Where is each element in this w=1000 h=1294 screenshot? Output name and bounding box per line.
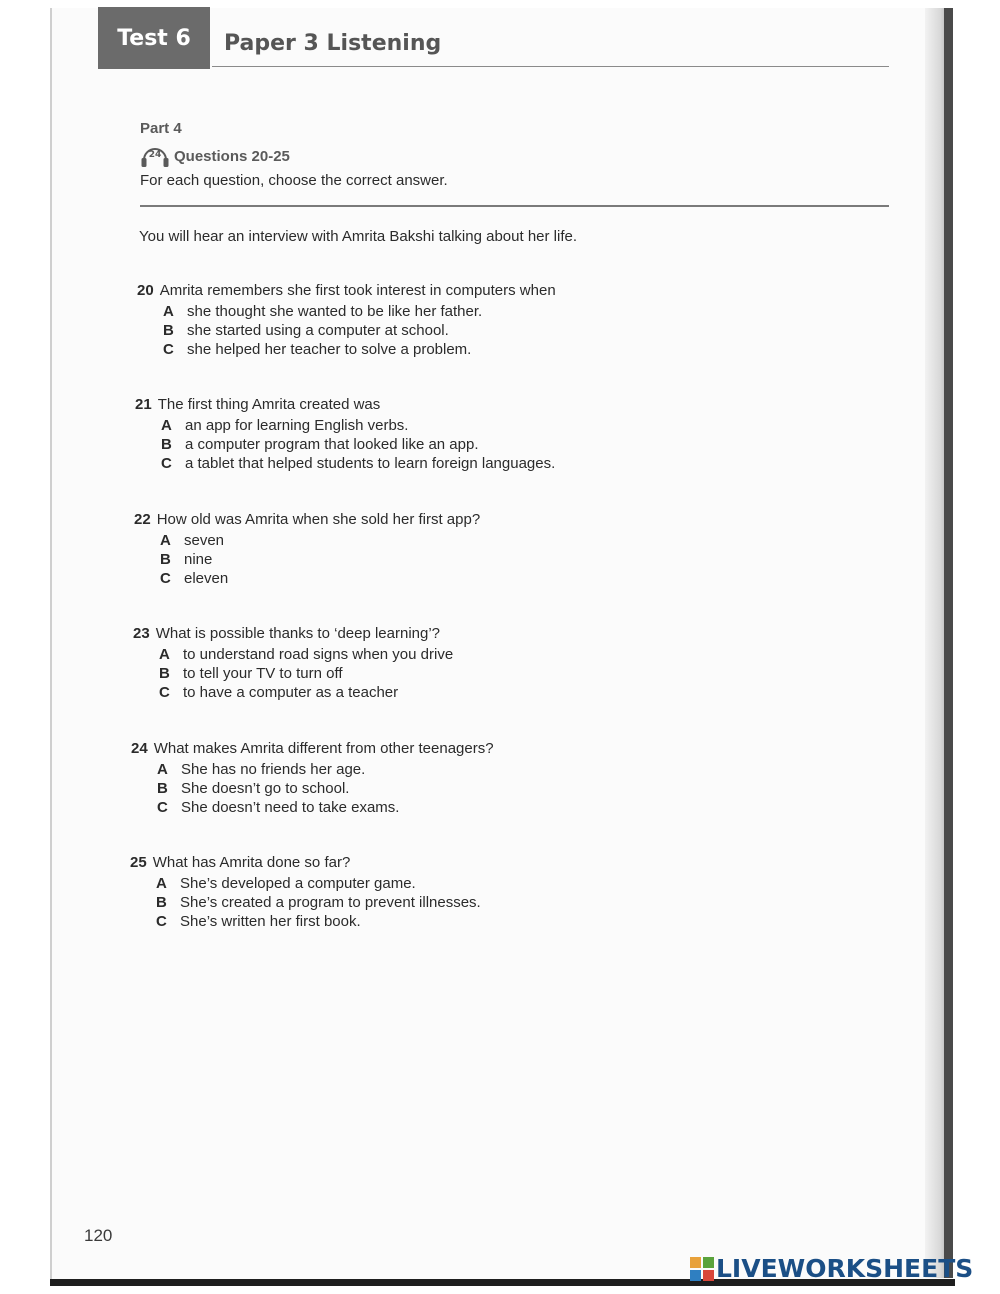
question-number: 21 <box>135 396 152 413</box>
option-b[interactable]: B nine <box>160 551 213 568</box>
watermark-text: LIVEWORKSHEETS <box>716 1254 974 1283</box>
question-text: What is possible thanks to ‘deep learning’? <box>155 625 441 642</box>
liveworksheets-watermark[interactable] <box>690 1254 973 1283</box>
option-c[interactable]: C She doesn’t need to take exams. <box>157 799 400 816</box>
question-text: What has Amrita done so far? <box>152 854 351 871</box>
option-a[interactable]: A She’s developed a computer game. <box>156 875 416 892</box>
option-a[interactable]: A to understand road signs when you drive <box>159 646 454 663</box>
question-number: 25 <box>130 854 147 871</box>
question-22 <box>134 511 480 589</box>
headphones-icon <box>140 143 170 169</box>
option-a[interactable]: A She has no friends her age. <box>157 761 366 778</box>
option-b[interactable]: B a computer program that looked like an app. <box>161 436 479 453</box>
question-text: How old was Amrita when she sold her first app? <box>156 511 481 528</box>
option-b[interactable]: B to tell your TV to turn off <box>159 665 343 682</box>
option-b[interactable]: B She doesn’t go to school. <box>157 780 350 797</box>
option-a[interactable]: A she thought she wanted to be like her father. <box>163 303 483 320</box>
part-label: Part 4 <box>140 120 182 137</box>
question-number: 23 <box>133 625 150 642</box>
question-number: 20 <box>137 282 154 299</box>
question-25 <box>130 854 481 932</box>
question-23 <box>133 625 453 703</box>
question-21 <box>135 396 555 474</box>
question-text: What makes Amrita different from other teenagers? <box>153 740 494 757</box>
intro-text: You will hear an interview with Amrita Bakshi talking about her life. <box>139 228 578 245</box>
question-number: 22 <box>134 511 151 528</box>
questions-range: Questions 20-25 <box>174 147 290 165</box>
question-20 <box>137 282 556 360</box>
option-c[interactable]: C eleven <box>160 570 229 587</box>
option-a[interactable]: A seven <box>160 532 225 549</box>
option-c[interactable]: C to have a computer as a teacher <box>159 684 399 701</box>
question-text: Amrita remembers she first took interest in computers when <box>159 282 556 299</box>
audio-track-row <box>140 143 290 169</box>
paper-title: Paper 3 Listening <box>224 31 442 56</box>
option-c[interactable]: C she helped her teacher to solve a problem. <box>163 341 472 358</box>
question-number: 24 <box>131 740 148 757</box>
section-divider <box>140 205 889 207</box>
track-number: 24 <box>148 150 162 160</box>
option-c[interactable]: C a tablet that helped students to learn foreign languages. <box>161 455 556 472</box>
page-binding-edge <box>944 8 953 1278</box>
question-24 <box>131 740 494 818</box>
option-c[interactable]: C She’s written her first book. <box>156 913 361 930</box>
test-badge: Test 6 <box>98 7 210 69</box>
header-divider <box>212 66 889 67</box>
instruction-text: For each question, choose the correct answer. <box>140 172 448 189</box>
option-a[interactable]: A an app for learning English verbs. <box>161 417 409 434</box>
option-b[interactable]: B she started using a computer at school. <box>163 322 449 339</box>
page-number: 120 <box>84 1226 113 1245</box>
liveworksheets-logo-icon <box>690 1257 714 1281</box>
option-b[interactable]: B She’s created a program to prevent illnesses. <box>156 894 481 911</box>
question-text: The first thing Amrita created was <box>157 396 381 413</box>
